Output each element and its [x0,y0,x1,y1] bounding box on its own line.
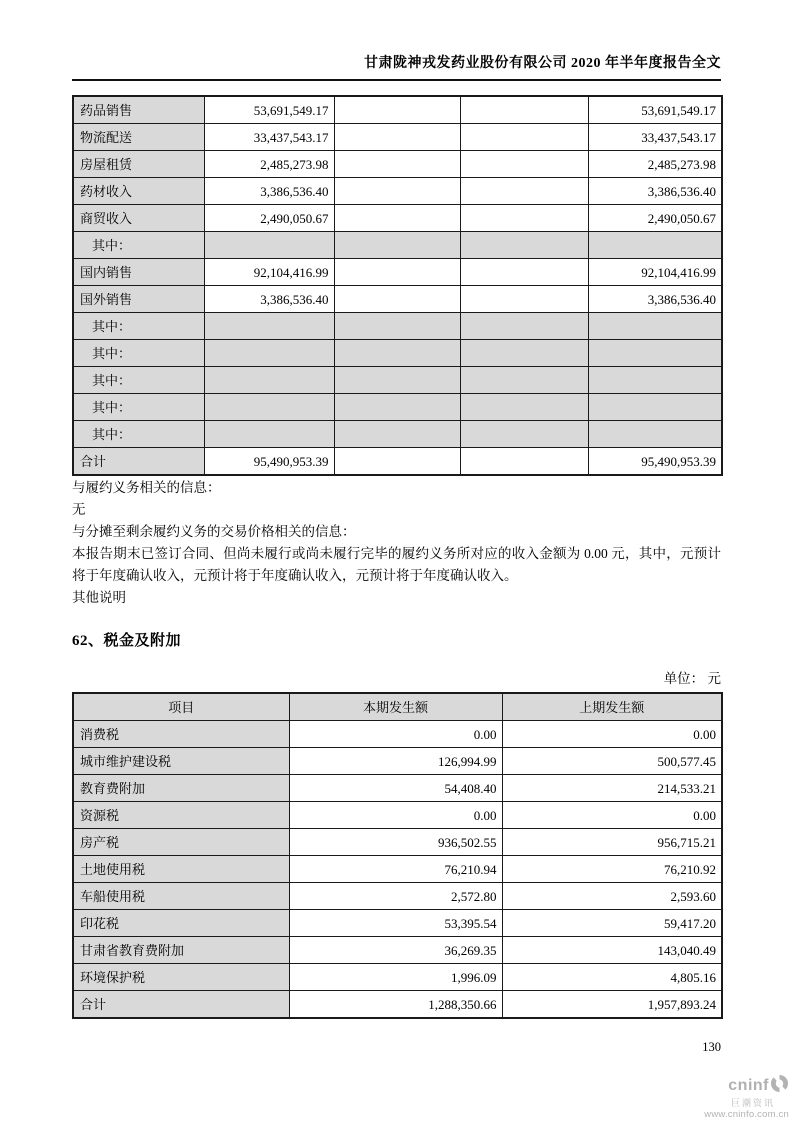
revenue-row [73,340,722,367]
page-header-title: 甘肃陇神戎发药业股份有限公司 2020 年半年度报告全文 [72,52,721,81]
value-cell [460,124,588,151]
value-cell [460,232,588,259]
value-cell: 76,210.92 [502,856,722,883]
tax-row [73,910,722,937]
value-cell [334,340,460,367]
value-cell: 3,386,536.40 [588,286,722,313]
tax-table-header-row [73,693,722,721]
value-cell [334,124,460,151]
value-cell: 76,210.94 [289,856,502,883]
revenue-row [73,286,722,313]
revenue-table-body [73,96,722,475]
tax-row [73,829,722,856]
value-cell: 0.00 [289,802,502,829]
value-cell: 53,691,549.17 [204,96,334,124]
value-cell: 53,395.54 [289,910,502,937]
row-label-cell: 城市维护建设税 [73,748,289,775]
revenue-row [73,178,722,205]
revenue-row [73,124,722,151]
row-label-cell: 国内销售 [73,259,204,286]
value-cell [204,313,334,340]
cninfo-swirl-icon [770,1074,789,1097]
row-label-cell: 其中： [73,421,204,448]
value-cell [334,205,460,232]
row-label-cell: 印花税 [73,910,289,937]
value-cell [460,340,588,367]
revenue-row [73,151,722,178]
value-cell [204,232,334,259]
value-cell [588,367,722,394]
value-cell: 53,691,549.17 [588,96,722,124]
revenue-row [73,313,722,340]
value-cell [460,286,588,313]
row-label-cell: 土地使用税 [73,856,289,883]
value-cell [460,313,588,340]
row-label-cell: 其中： [73,394,204,421]
note-none: 无 [72,502,86,517]
value-cell: 33,437,543.17 [204,124,334,151]
tax-row [73,748,722,775]
value-cell [334,151,460,178]
value-cell: 0.00 [502,802,722,829]
value-cell [204,367,334,394]
tax-row [73,856,722,883]
value-cell [460,178,588,205]
value-cell [588,340,722,367]
unit-label: 单位： 元 [663,671,721,686]
row-label-cell: 环境保护税 [73,964,289,991]
col-header-item: 项目 [73,693,289,721]
notes-block [72,477,721,609]
cninfo-logo [703,1074,789,1120]
value-cell [460,448,588,476]
row-label-cell: 房屋租赁 [73,151,204,178]
value-cell: 95,490,953.39 [204,448,334,476]
value-cell [460,394,588,421]
tax-row [73,721,722,748]
row-label-cell: 商贸收入 [73,205,204,232]
value-cell [460,259,588,286]
value-cell: 36,269.35 [289,937,502,964]
tax-row [73,775,722,802]
value-cell [334,259,460,286]
value-cell: 214,533.21 [502,775,722,802]
value-cell: 95,490,953.39 [588,448,722,476]
note-other-heading: 其他说明 [72,590,126,605]
value-cell [334,286,460,313]
value-cell [334,367,460,394]
row-label-cell: 合计 [73,991,289,1019]
value-cell: 2,485,273.98 [588,151,722,178]
value-cell: 33,437,543.17 [588,124,722,151]
row-label-cell: 药材收入 [73,178,204,205]
row-label-cell: 资源税 [73,802,289,829]
value-cell [460,367,588,394]
tax-row [73,964,722,991]
row-label-cell: 国外销售 [73,286,204,313]
cninfo-chinese-name: 巨潮资讯 [730,1098,775,1108]
value-cell: 3,386,536.40 [204,178,334,205]
revenue-row [73,394,722,421]
row-label-cell: 物流配送 [73,124,204,151]
tax-table-body [73,721,722,1019]
value-cell: 0.00 [502,721,722,748]
tax-surcharge-table [72,692,723,1019]
value-cell: 3,386,536.40 [204,286,334,313]
row-label-cell: 房产税 [73,829,289,856]
revenue-row [73,421,722,448]
row-label-cell: 消费税 [73,721,289,748]
value-cell: 92,104,416.99 [588,259,722,286]
section-heading: 62、税金及附加 [72,633,182,649]
value-cell [588,232,722,259]
revenue-row [73,232,722,259]
value-cell [588,313,722,340]
value-cell [334,421,460,448]
tax-row [73,883,722,910]
col-header-prior-period: 上期发生额 [502,693,722,721]
row-label-cell: 其中： [73,340,204,367]
page-number: 130 [702,1040,721,1054]
row-label-cell: 甘肃省教育费附加 [73,937,289,964]
value-cell: 3,386,536.40 [588,178,722,205]
value-cell: 500,577.45 [502,748,722,775]
value-cell [460,421,588,448]
row-label-cell: 药品销售 [73,96,204,124]
value-cell: 936,502.55 [289,829,502,856]
value-cell: 126,994.99 [289,748,502,775]
value-cell [334,394,460,421]
tax-row [73,802,722,829]
value-cell: 2,490,050.67 [588,205,722,232]
value-cell: 2,572.80 [289,883,502,910]
note-obligation-heading: 与履约义务相关的信息： [72,480,221,495]
value-cell: 4,805.16 [502,964,722,991]
value-cell [460,205,588,232]
cninfo-brand-text: cninf [728,1076,769,1094]
value-cell: 92,104,416.99 [204,259,334,286]
value-cell [204,421,334,448]
value-cell: 1,288,350.66 [289,991,502,1019]
value-cell [588,421,722,448]
row-label-cell: 车船使用税 [73,883,289,910]
revenue-row [73,367,722,394]
value-cell [334,448,460,476]
value-cell: 0.00 [289,721,502,748]
value-cell [334,313,460,340]
value-cell [204,394,334,421]
row-label-cell: 其中： [73,367,204,394]
value-cell [588,394,722,421]
value-cell [334,232,460,259]
value-cell [334,178,460,205]
value-cell: 54,408.40 [289,775,502,802]
value-cell: 1,957,893.24 [502,991,722,1019]
revenue-row [73,259,722,286]
value-cell: 2,485,273.98 [204,151,334,178]
tax-row [73,937,722,964]
value-cell [460,96,588,124]
note-paragraph: 本报告期末已签订合同、但尚未履行或尚未履行完毕的履约义务所对应的收入金额为 0.00 元，其中，元预计将于年度确认收入，元预计将于年度确认收入，元预计将于年度确认收入。 [72,546,721,583]
value-cell: 2,593.60 [502,883,722,910]
value-cell: 59,417.20 [502,910,722,937]
note-price-heading: 与分摊至剩余履约义务的交易价格相关的信息： [72,524,356,539]
value-cell: 143,040.49 [502,937,722,964]
row-label-cell: 其中： [73,232,204,259]
value-cell: 956,715.21 [502,829,722,856]
value-cell [460,151,588,178]
cninfo-url: www.cninfo.com.cn [704,1109,789,1120]
value-cell: 2,490,050.67 [204,205,334,232]
row-label-cell: 教育费附加 [73,775,289,802]
revenue-breakdown-table [72,95,723,476]
value-cell [204,340,334,367]
revenue-row [73,205,722,232]
row-label-cell: 合计 [73,448,204,476]
value-cell [334,96,460,124]
col-header-current-period: 本期发生额 [289,693,502,721]
value-cell: 1,996.09 [289,964,502,991]
revenue-row [73,448,722,476]
revenue-row [73,96,722,124]
tax-row [73,991,722,1019]
row-label-cell: 其中： [73,313,204,340]
